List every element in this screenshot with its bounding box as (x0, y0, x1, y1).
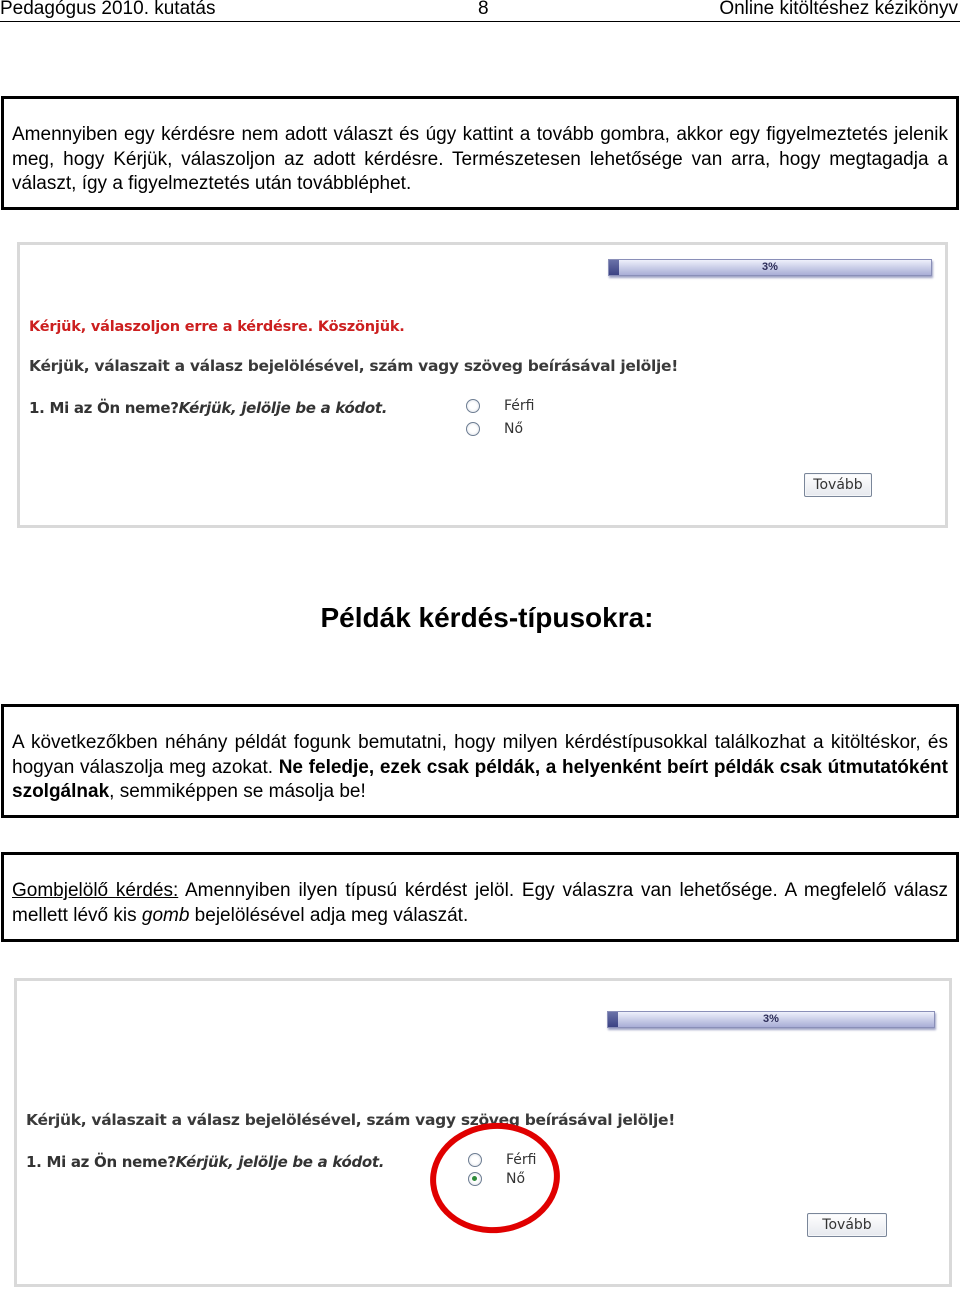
option-label: Nő (506, 1171, 526, 1187)
screenshot-warning-example (17, 242, 948, 528)
info-box-warning-text: Amennyiben egy kérdésre nem adott választ és úgy kattint a tovább gombra, akkor egy figyelmeztetés jelenik meg, hogy Kérjük, válaszoljon az adott kérdésre. Természetesen lehetősége van arra, hogy megtagadja a választ, így a figyelmeztetés után továbbléphet. (12, 124, 948, 194)
radio-button[interactable] (466, 399, 480, 413)
info-box-examples (1, 704, 959, 818)
instruction-text: Kérjük, válaszait a válasz bejelölésével, szám vagy szöveg beírásával jelölje! (29, 357, 678, 375)
question-text (29, 399, 387, 417)
header-title: Pedagógus 2010. kutatás (0, 0, 216, 19)
option-label: Férfi (506, 1152, 537, 1168)
progress-bar (608, 259, 932, 276)
page-header (0, 0, 960, 22)
term-rest: kérdés: (115, 880, 179, 901)
radio-desc-1: Amennyiben ilyen típusú kérdést jelöl. Egy válaszra van lehetősége. A megfelelő válasz mellett lévő kis (12, 880, 948, 926)
question-main: 1. Mi az Ön neme? (26, 1153, 176, 1171)
screenshot-radio-example (14, 978, 952, 1287)
option-ferfi[interactable] (466, 398, 534, 414)
highlight-circle (425, 1117, 566, 1240)
page-number: 8 (478, 0, 489, 19)
option-no[interactable] (466, 421, 523, 437)
info-box-warning (1, 96, 959, 210)
warning-message: Kérjük, válaszoljon erre a kérdésre. Köszönjük. (29, 319, 405, 335)
question-text (26, 1153, 384, 1171)
next-button[interactable]: Tovább (807, 1213, 887, 1237)
header-subtitle: Online kitöltéshez kézikönyv (719, 0, 958, 19)
examples-text: A következőkben néhány példát fogunk bemutatni, hogy milyen kérdéstípusokkal találkozhat a kitöltéskor, és hogyan válaszolja meg azokat. (12, 732, 948, 778)
radio-desc-italic: gomb (141, 904, 190, 926)
radio-button[interactable] (466, 422, 480, 436)
instruction-text: Kérjük, válaszait a válasz bejelölésével, szám vagy szöveg beírásával jelölje! (26, 1111, 675, 1129)
info-box-radio-question (1, 852, 959, 942)
section-title: Példák kérdés-típusokra: (320, 602, 654, 633)
next-button[interactable]: Tovább (804, 473, 872, 497)
progress-label: 3% (763, 1013, 779, 1025)
examples-bold-text: Ne feledje, ezek csak példák, a helyenként beírt példák csak útmutatóként szolgálnak (12, 756, 948, 802)
option-label: Férfi (504, 398, 535, 414)
question-hint: Kérjük, jelölje be a kódot. (175, 1153, 385, 1171)
term-underlined: Gombjelölő (12, 880, 116, 901)
progress-label: 3% (762, 261, 778, 273)
question-main: 1. Mi az Ön neme? (29, 399, 179, 417)
progress-bar (607, 1011, 935, 1028)
question-hint: Kérjük, jelölje be a kódot. (178, 399, 388, 417)
option-label: Nő (504, 421, 524, 437)
radio-desc-2: bejelölésével adja meg válaszát. (189, 904, 469, 926)
examples-text-end: , semmiképpen se másolja be! (109, 781, 366, 802)
